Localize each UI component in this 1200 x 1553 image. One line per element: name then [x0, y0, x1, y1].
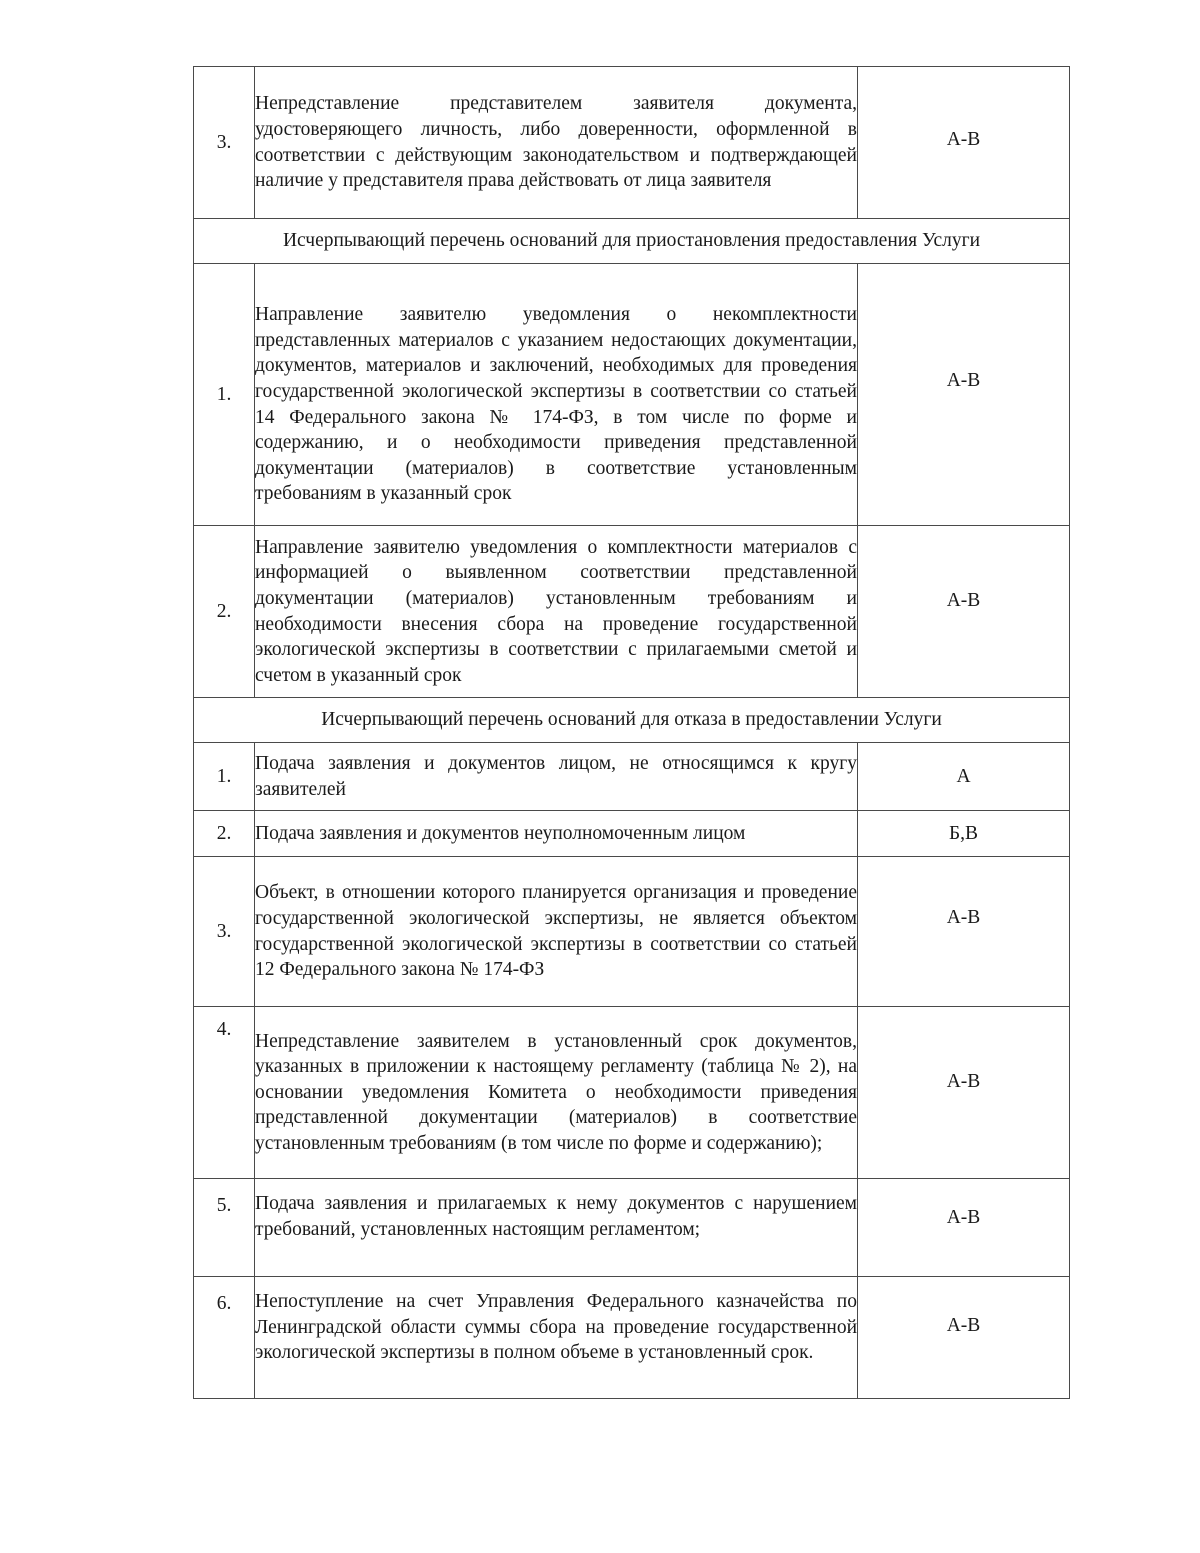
row-description: Подача заявления и документов лицом, не относящимся к кругу заявителей [255, 743, 858, 811]
row-description: Непредставление представителем заявителя документа, удостоверяющего личность, либо доверенности, оформленной в соответствии с действующим законодательством и подтверждающей наличие у представителя права действовать от лица заявителя [255, 67, 858, 219]
grounds-table [193, 66, 1070, 1399]
row-description: Объект, в отношении которого планируется организация и проведение государственной экологической экспертизы, не является объектом государственной экологической экспертизы в соответствии со статьей 12 Федерального закона № 174-ФЗ [255, 857, 858, 1007]
row-number: 3. [194, 67, 255, 219]
applicant-code: Б,В [858, 811, 1070, 857]
applicant-code: А-В [858, 264, 1070, 526]
table-row [194, 1007, 1070, 1179]
table-row [194, 1179, 1070, 1277]
row-description: Непоступление на счет Управления Федерального казначейства по Ленинградской области суммы сбора на проведение государственной экологической экспертизы в полном объеме в установленный срок. [255, 1277, 858, 1399]
row-description: Подача заявления и документов неуполномоченным лицом [255, 811, 858, 857]
table-row [194, 1277, 1070, 1399]
row-description: Непредставление заявителем в установленный срок документов, указанных в приложении к настоящему регламенту (таблица № 2), на основании уведомления Комитета о необходимости приведения представленной документации (материалов) в соответствие установленным требованиям (в том числе по форме и содержанию); [255, 1007, 858, 1179]
row-number: 1. [194, 743, 255, 811]
row-number: 2. [194, 526, 255, 698]
row-number: 2. [194, 811, 255, 857]
table-row [194, 743, 1070, 811]
table-row [194, 526, 1070, 698]
applicant-code: А-В [858, 1277, 1070, 1399]
applicant-code: А-В [858, 526, 1070, 698]
section-title-suspension: Исчерпывающий перечень оснований для приостановления предоставления Услуги [194, 219, 1070, 264]
table-row [194, 67, 1070, 219]
row-description: Направление заявителю уведомления о некомплектности представленных материалов с указанием недостающих документации, документов, материалов и заключений, необходимых для проведения государственной экологической экспертизы в соответствии со статьей 14 Федерального закона № 174-ФЗ, в том числе по форме и содержанию, и о необходимости приведения представленной документации (материалов) в соответствие установленным требованиям в указанный срок [255, 264, 858, 526]
applicant-code: А-В [858, 1007, 1070, 1179]
applicant-code: А-В [858, 67, 1070, 219]
row-description: Направление заявителю уведомления о комплектности материалов с информацией о выявленном соответствии представленной документации (материалов) установленным требованиям и необходимости внесения сбора на проведение государственной экологической экспертизы в соответствии с прилагаемыми сметой и счетом в указанный срок [255, 526, 858, 698]
row-number: 5. [194, 1179, 255, 1277]
row-number: 4. [194, 1007, 255, 1179]
table-row [194, 857, 1070, 1007]
row-number: 1. [194, 264, 255, 526]
section-header-row [194, 698, 1070, 743]
row-number: 3. [194, 857, 255, 1007]
section-title-refusal: Исчерпывающий перечень оснований для отказа в предоставлении Услуги [194, 698, 1070, 743]
table-row [194, 811, 1070, 857]
applicant-code: А [858, 743, 1070, 811]
row-description: Подача заявления и прилагаемых к нему документов с нарушением требований, установленных настоящим регламентом; [255, 1179, 858, 1277]
section-header-row [194, 219, 1070, 264]
row-number: 6. [194, 1277, 255, 1399]
table-row [194, 264, 1070, 526]
applicant-code: А-В [858, 857, 1070, 1007]
applicant-code: А-В [858, 1179, 1070, 1277]
